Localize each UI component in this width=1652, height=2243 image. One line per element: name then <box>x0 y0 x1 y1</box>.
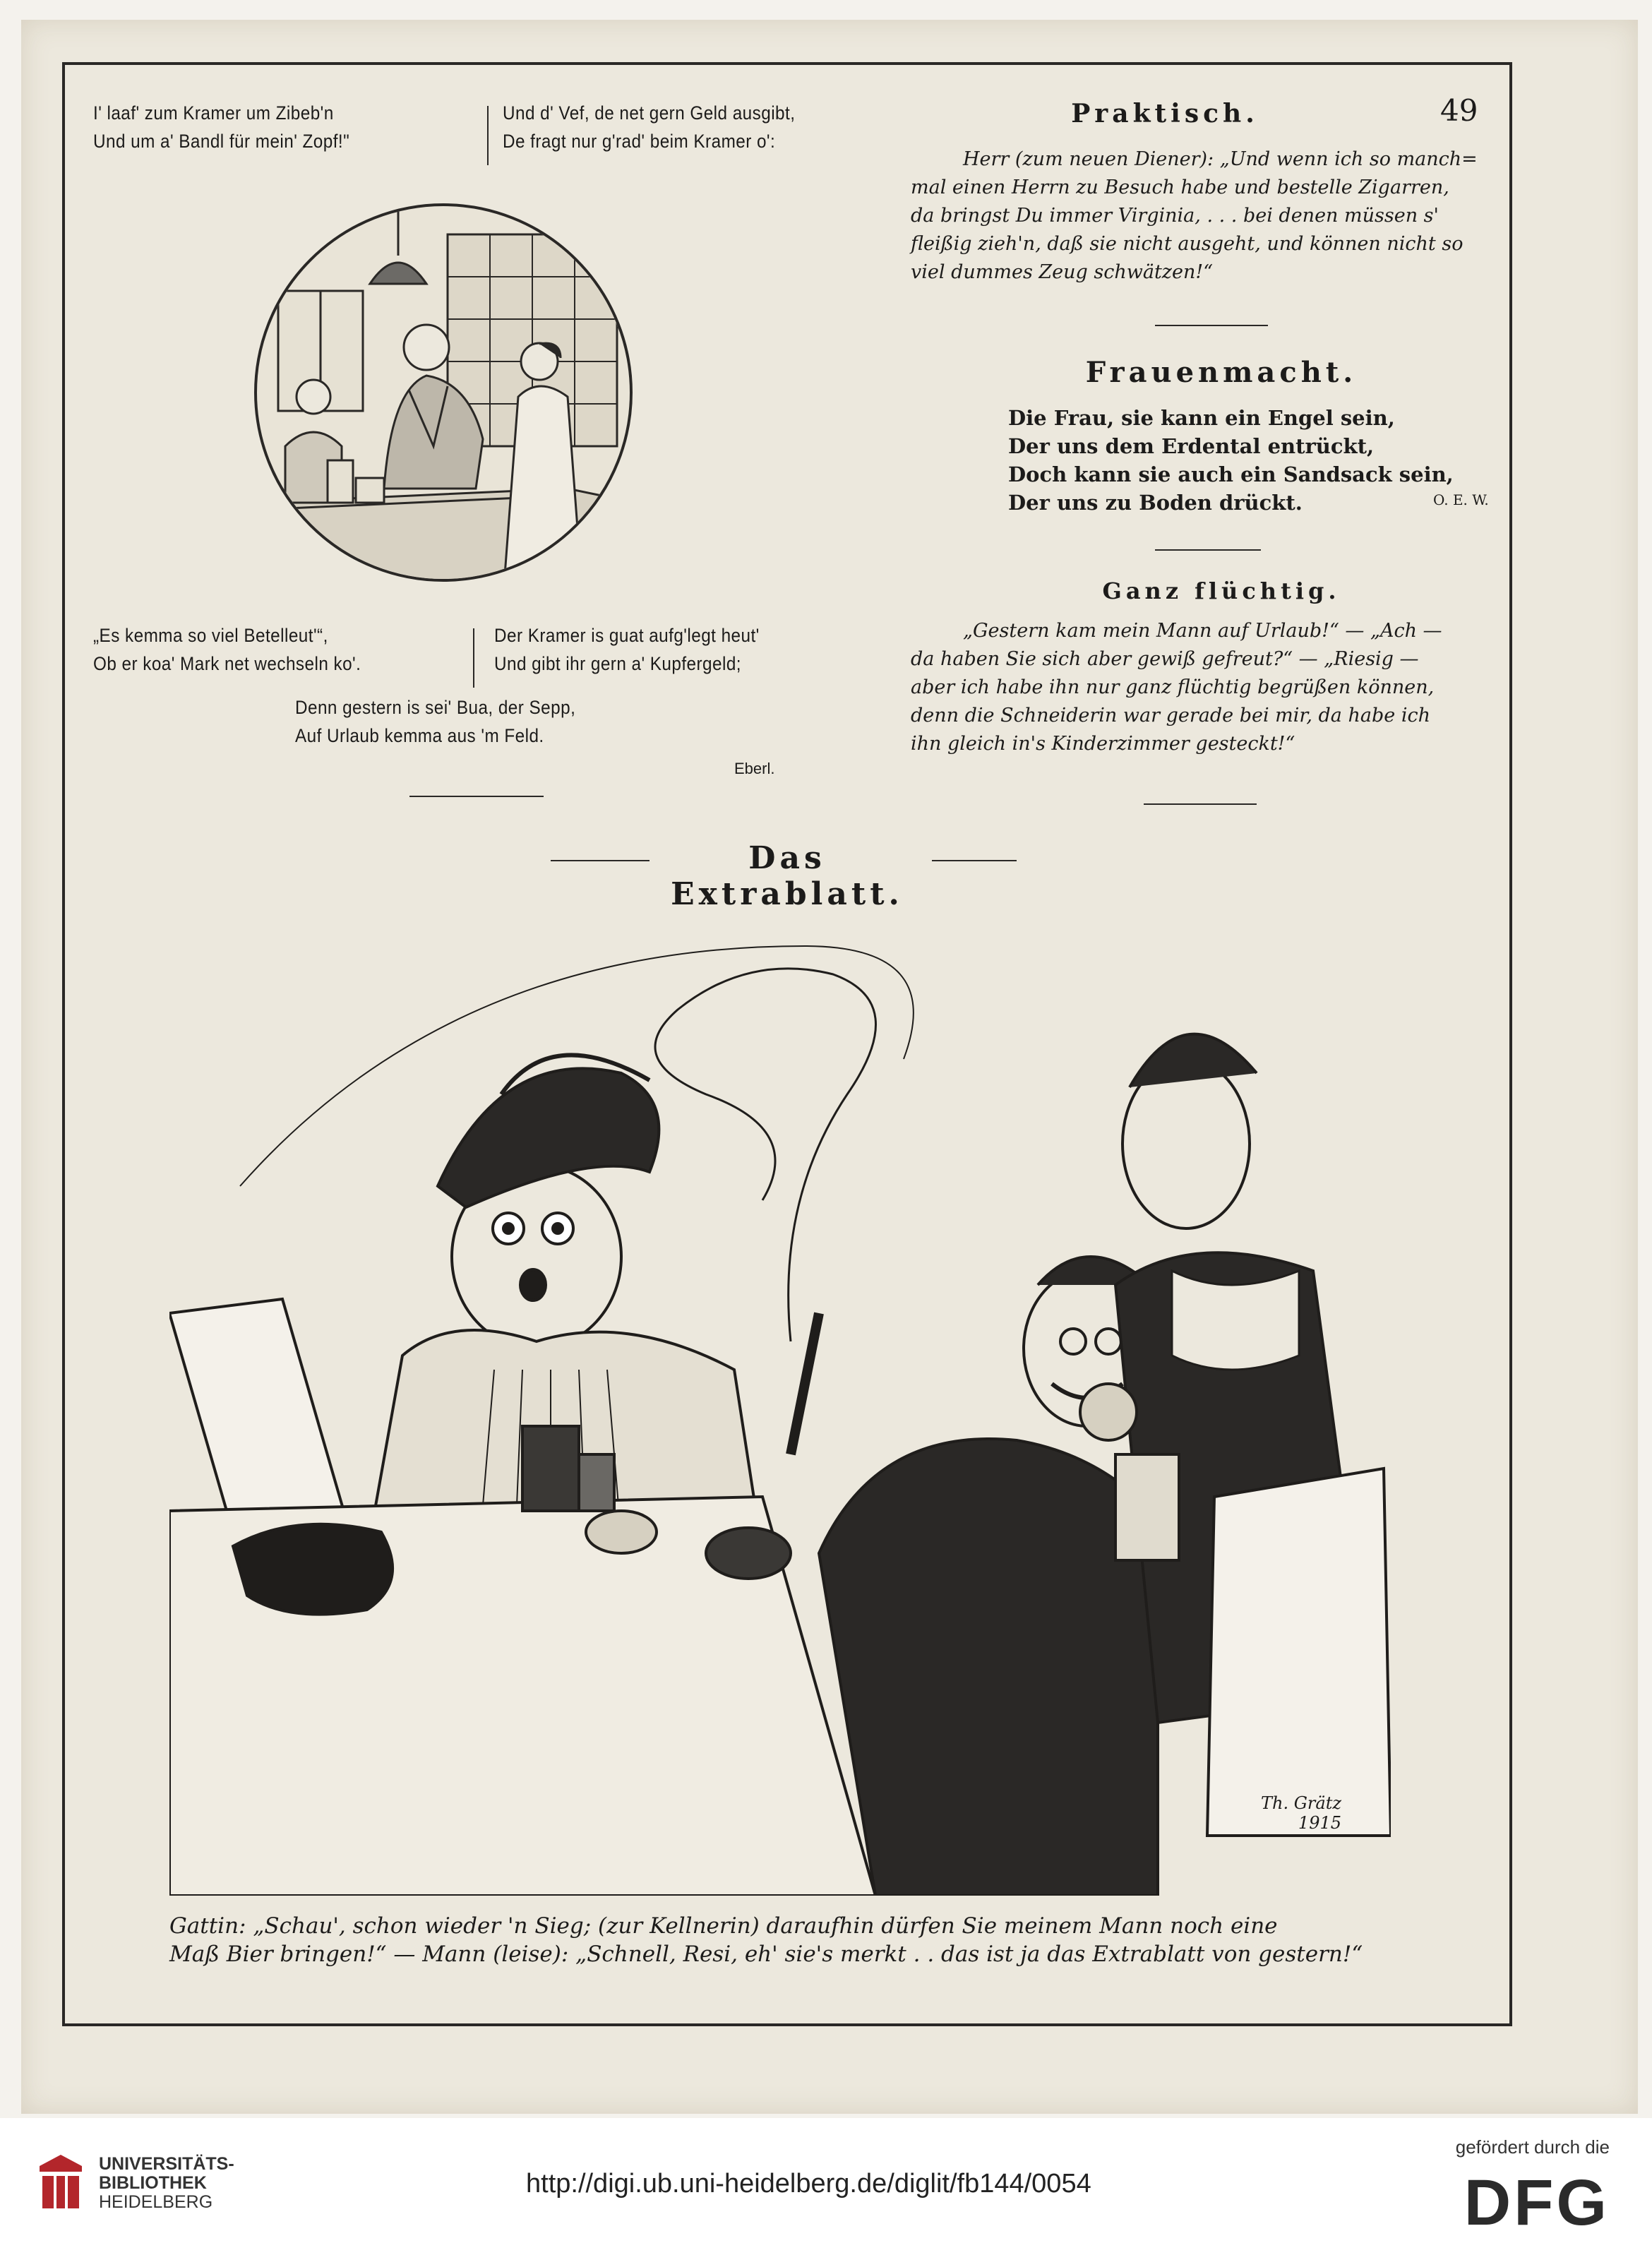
ornament-rule <box>551 860 650 861</box>
ornament-rule <box>932 860 1017 861</box>
text-line: denn die Schneiderin war gerade bei mir, da habe ich <box>911 705 1430 726</box>
funding-note: gefördert durch die <box>1455 2136 1610 2158</box>
artist-signature: Th. Grätz 1915 <box>1261 1793 1341 1833</box>
page-number: 49 <box>1440 93 1478 128</box>
poem-author: Eberl. <box>734 760 775 777</box>
poem-stanza2-right <box>494 621 760 678</box>
poem-frauenmacht <box>1008 404 1454 517</box>
heading-praktisch: Praktisch. <box>1071 99 1259 128</box>
poem-stanza3 <box>295 693 575 750</box>
poem-line: I' laaf' zum Kramer um Zibeb'n <box>93 102 334 124</box>
cartoon-caption <box>169 1912 1412 1968</box>
text-ganz-fluechtig <box>911 617 1511 758</box>
poem-line: Ob er koa' Mark net wechseln ko'. <box>93 653 361 674</box>
poem-line: Doch kann sie auch ein Sandsack sein, <box>1008 462 1454 486</box>
library-name-line: UNIVERSITÄTS- <box>99 2154 234 2174</box>
text-line: da haben Sie sich aber gewiß gefreut?“ — „Riesig — <box>911 648 1419 670</box>
text-line: mal einen Herrn zu Besuch habe und bestelle Zigarren, <box>911 177 1449 198</box>
poem-line: Und gibt ihr gern a' Kupfergeld; <box>494 653 742 674</box>
extrablatt-cartoon <box>169 918 1391 1896</box>
column-divider <box>473 628 474 688</box>
library-name-line: HEIDELBERG <box>99 2192 213 2212</box>
poem-stanza1-left <box>93 99 349 155</box>
caption-line: Maß Bier bringen!“ — Mann (leise): „Schnell, Resi, eh' sie's merkt . . das ist ja das Extrablatt von gestern!“ <box>169 1942 1363 1967</box>
section-rule <box>1155 325 1268 326</box>
text-line: aber ich habe ihn nur ganz flüchtig begrüßen können, <box>911 676 1435 698</box>
text-line: ihn gleich in's Kinderzimmer gesteckt!“ <box>911 733 1295 755</box>
poem-author: O. E. W. <box>1433 491 1489 508</box>
section-rule <box>1144 803 1257 805</box>
library-name <box>99 2155 234 2212</box>
poem-line: Denn gestern is sei' Bua, der Sepp, <box>295 697 576 718</box>
heading-extrablatt: Das Extrablatt. <box>671 840 904 912</box>
text-line: da bringst Du immer Virginia, . . . bei denen müssen s' <box>911 205 1439 227</box>
shopkeeper-illustration <box>254 203 633 582</box>
text-praktisch <box>911 145 1511 287</box>
university-library-logo-icon <box>32 2152 89 2214</box>
ornament-rule <box>409 796 544 797</box>
poem-line: Und d' Vef, de net gern Geld ausgibt, <box>503 102 796 124</box>
poem-line: „Es kemma so viel Betelleut'“, <box>93 625 328 646</box>
text-line: „Gestern kam mein Mann auf Urlaub!“ — „Ach — <box>963 620 1442 642</box>
text-line: fleißig zieh'n, daß sie nicht ausgeht, und können nicht so <box>911 233 1464 255</box>
poem-line: Die Frau, sie kann ein Engel sein, <box>1008 406 1395 430</box>
caption-line: Gattin: „Schau', schon wieder 'n Sieg; (zur Kellnerin) daraufhin dürfen Sie meinem Mann noch eine <box>169 1913 1278 1939</box>
text-line: Herr (zum neuen Diener): „Und wenn ich so manch= <box>963 148 1478 170</box>
footer-bar <box>0 2118 1652 2243</box>
section-rule <box>1155 549 1261 551</box>
poem-line: Der uns zu Boden drückt. <box>1008 491 1303 515</box>
poem-line: Der Kramer is guat aufg'legt heut' <box>494 625 760 646</box>
heading-ganz-fluechtig: Ganz flüchtig. <box>1102 578 1341 604</box>
poem-stanza2-left <box>93 621 361 678</box>
column-divider <box>487 106 489 165</box>
source-url-link[interactable]: http://digi.ub.uni-heidelberg.de/diglit/fb144/0054 <box>526 2169 1091 2199</box>
poem-line: Auf Urlaub kemma aus 'm Feld. <box>295 725 544 746</box>
poem-line: De fragt nur g'rad' beim Kramer o': <box>503 131 776 152</box>
dfg-logo: DFG <box>1464 2167 1610 2239</box>
heading-frauenmacht: Frauenmacht. <box>1085 356 1358 389</box>
text-line: viel dummes Zeug schwätzen!“ <box>911 261 1214 283</box>
library-name-line: BIBLIOTHEK <box>99 2173 207 2193</box>
poem-line: Der uns dem Erdental entrückt, <box>1008 434 1375 458</box>
poem-stanza1-right <box>503 99 795 155</box>
poem-line: Und um a' Bandl für mein' Zopf!" <box>93 131 350 152</box>
